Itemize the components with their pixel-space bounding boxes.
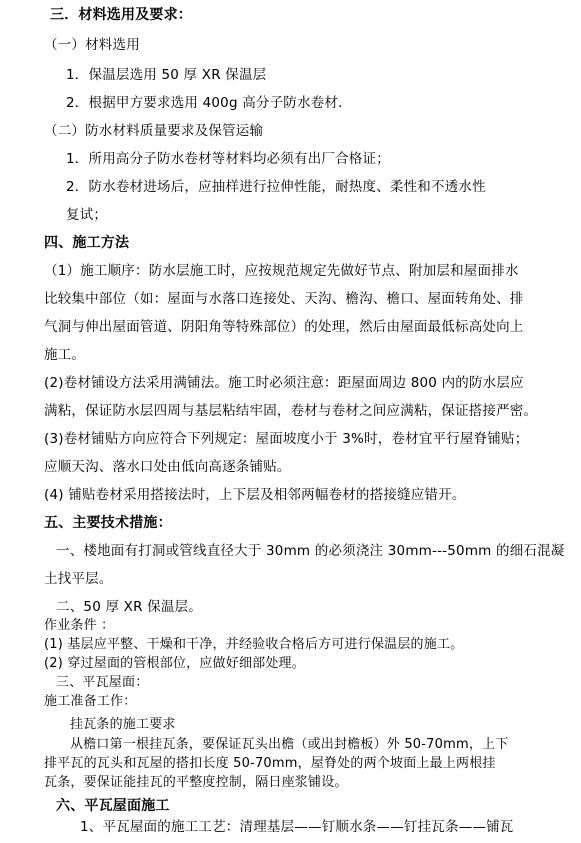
subsection-heading: （二）防水材料质量要求及保管运输: [44, 123, 264, 139]
paragraph-line: 瓦条，要保证能挂瓦的平整度控制，隔日座浆铺设。: [44, 775, 348, 790]
section-4-heading: 四、施工方法: [44, 235, 130, 251]
paragraph-line: 比较集中部位（如：屋面与水落口连接处、天沟、檐沟、檐口、屋面转角处、排: [44, 291, 524, 307]
paragraph-line: 土找平层。: [44, 571, 113, 587]
paragraph-line: 从檐口第一根挂瓦条，要保证瓦头出檐（或出封檐板）外 50-70mm，上下: [70, 737, 509, 752]
paragraph-line: 一、楼地面有打洞或管线直径大于 30mm 的必须浇注 30mm---50mm 的细石混凝: [56, 543, 565, 559]
section-6-heading: 六、平瓦屋面施工: [56, 798, 170, 814]
paragraph-line: 气洞与伸出屋面管道、阴阳角等特殊部位）的处理，然后由屋面最低标高处向上: [44, 319, 524, 335]
paragraph-line: 排平瓦的瓦头和瓦屋的搭扣长度 50-70mm，屋脊处的两个坡面上最上两根挂: [44, 756, 496, 771]
paragraph-line: (4) 铺贴卷材采用搭接法时，上下层及相邻两幅卷材的搭接缝应错开。: [44, 487, 466, 503]
section-3-heading: 三．材料选用及要求：: [50, 7, 192, 23]
list-item: 1．所用高分子防水卷材等材料均必须有出厂合格证；: [66, 151, 390, 167]
paragraph-line: 复试；: [66, 207, 108, 223]
paragraph-line: (2) 穿过屋面的管根部位，应做好细部处理。: [44, 656, 305, 671]
paragraph-line: 应顺天沟、落水口处由低向高逐条铺贴。: [44, 459, 291, 475]
paragraph-line: 施工准备工作：: [44, 694, 137, 709]
paragraph-line: 满粘，保证防水层四周与基层粘结牢固，卷材与卷材之间应满粘，保证搭接严密。: [44, 403, 538, 419]
subsection-heading: （一）材料选用: [44, 37, 140, 53]
paragraph-line: 三、平瓦屋面：: [56, 675, 149, 690]
paragraph-line: 作业条件 ：: [44, 618, 115, 633]
paragraph-line: 1、平瓦屋面的施工工艺：清理基层——钉顺水条——钉挂瓦条——铺瓦: [80, 819, 514, 835]
paragraph-line: (3)卷材铺贴方向应符合下列规定：屋面坡度小于 3%时，卷材宜平行屋脊铺贴；: [44, 431, 529, 447]
paragraph-line: (2)卷材铺设方法采用满铺法。施工时必须注意：距屋面周边 800 内的防水层应: [44, 375, 524, 391]
section-5-heading: 五、主要技术措施：: [44, 515, 172, 531]
list-item: 2．根据甲方要求选用 400g 高分子防水卷材．: [66, 95, 352, 111]
list-item: 2．防水卷材进场后，应抽样进行拉伸性能，耐热度、柔性和不透水性: [66, 179, 486, 195]
paragraph-line: 施工。: [44, 347, 86, 363]
paragraph-line: 挂瓦条的施工要求: [70, 717, 176, 732]
paragraph-line: (1) 基层应平整、干燥和干净，并经验收合格后方可进行保温层的施工。: [44, 637, 464, 652]
list-item: 1．保温层选用 50 厚 XR 保温层: [66, 67, 267, 83]
paragraph-line: （1）施工顺序：防水层施工时，应按规范规定先做好节点、附加层和屋面排水: [44, 263, 519, 279]
paragraph-line: 二、50 厚 XR 保温层。: [56, 599, 202, 615]
